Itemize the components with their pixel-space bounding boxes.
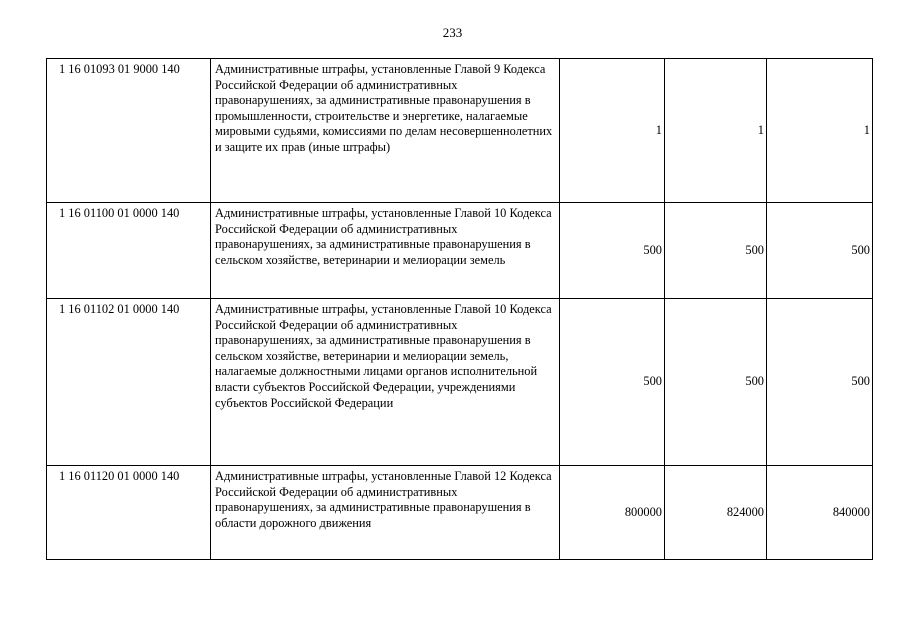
description-cell: Административные штрафы, установленные Главой 10 Кодекса Российской Федерации об административных правонарушениях, за административные правонарушения в сельском хозяйстве, ветеринарии и мелиорации земель, налагаемые должностными лицами органов исполнительной власти субъектов Российской Федерации, учреждениями субъектов Российской Федерации <box>211 299 560 466</box>
value-cell-year-2: 824000 <box>665 466 767 560</box>
value-cell-year-1: 500 <box>560 299 665 466</box>
budget-code-cell: 1 16 01100 01 0000 140 <box>47 203 211 299</box>
value-cell-year-2: 1 <box>665 59 767 203</box>
table-row <box>47 299 873 466</box>
budget-code-cell: 1 16 01093 01 9000 140 <box>47 59 211 203</box>
value-cell-year-1: 500 <box>560 203 665 299</box>
budget-code-cell: 1 16 01102 01 0000 140 <box>47 299 211 466</box>
table-row <box>47 59 873 203</box>
description-cell: Административные штрафы, установленные Главой 12 Кодекса Российской Федерации об административных правонарушениях, за административные правонарушения в области дорожного движения <box>211 466 560 560</box>
value-cell-year-2: 500 <box>665 203 767 299</box>
value-cell-year-3: 500 <box>767 203 873 299</box>
description-cell: Административные штрафы, установленные Главой 10 Кодекса Российской Федерации об административных правонарушениях, за административные правонарушения в сельском хозяйстве, ветеринарии и мелиорации земель <box>211 203 560 299</box>
value-cell-year-3: 840000 <box>767 466 873 560</box>
page-number: 233 <box>442 25 463 40</box>
budget-code-cell: 1 16 01120 01 0000 140 <box>47 466 211 560</box>
revenue-table <box>46 58 873 560</box>
description-cell: Административные штрафы, установленные Главой 9 Кодекса Российской Федерации об административных правонарушениях, за административные правонарушения в промышленности, строительстве и энергетике, налагаемые мировыми судьями, комиссиями по делам несовершеннолетних и защите их прав (иные штрафы) <box>211 59 560 203</box>
value-cell-year-2: 500 <box>665 299 767 466</box>
value-cell-year-1: 1 <box>560 59 665 203</box>
table-row <box>47 203 873 299</box>
value-cell-year-3: 1 <box>767 59 873 203</box>
value-cell-year-3: 500 <box>767 299 873 466</box>
value-cell-year-1: 800000 <box>560 466 665 560</box>
table-row <box>47 466 873 560</box>
